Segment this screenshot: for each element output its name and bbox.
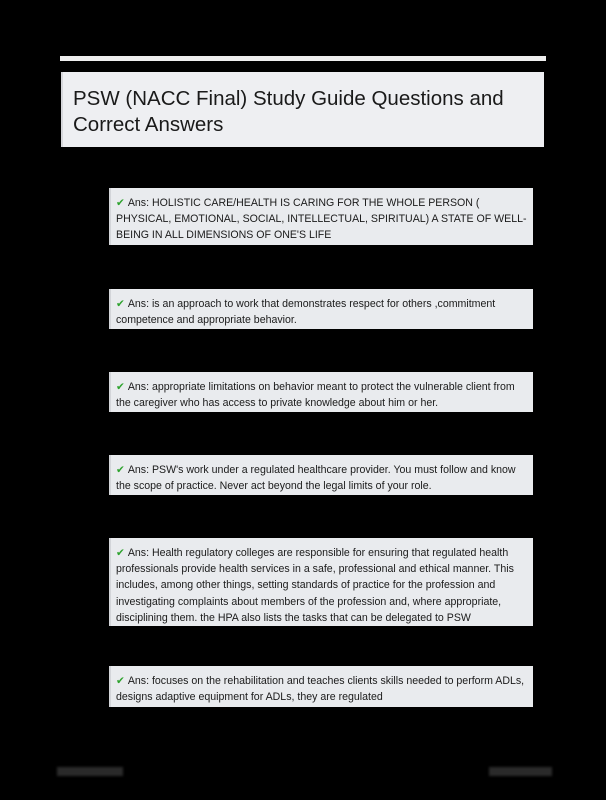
- footer-right-blurred: [489, 767, 552, 776]
- answer-text: Ans: Health regulatory colleges are responsible for ensuring that regulated health professionals provide health services in a safe, professional and ethical manner. This includes, among other things, setting standards of practice for the profession and investigating complaints about members of the profession and, where appropriate, disciplining them. the HPA also lists the tasks that can be delegated to PSW: [116, 547, 514, 624]
- top-rule: [60, 56, 546, 61]
- check-icon: ✔: [116, 547, 125, 559]
- answer-text: Ans: is an approach to work that demonstrates respect for others ,commitment competence and appropriate behavior.: [116, 298, 496, 327]
- answer-card: [109, 372, 533, 412]
- check-icon: ✔: [116, 464, 125, 476]
- check-icon: ✔: [116, 675, 125, 687]
- check-icon: ✔: [116, 298, 125, 310]
- answer-card: [109, 455, 533, 495]
- answer-text: Ans: focuses on the rehabilitation and teaches clients skills needed to perform ADLs, designs adaptive equipment for ADLs, they are regulated: [116, 675, 525, 704]
- answer-text: Ans: PSW's work under a regulated healthcare provider. You must follow and know the scope of practice. Never act beyond the legal limits of your role.: [116, 464, 516, 493]
- page-title: PSW (NACC Final) Study Guide Questions and Correct Answers: [73, 87, 504, 136]
- answer-card: [109, 188, 533, 245]
- check-icon: ✔: [116, 197, 125, 209]
- answer-card: [109, 538, 533, 626]
- title-box: [61, 72, 544, 147]
- answer-card: [109, 666, 533, 707]
- footer-left-blurred: [57, 767, 123, 776]
- answer-text: Ans: HOLISTIC CARE/HEALTH IS CARING FOR THE WHOLE PERSON ( PHYSICAL, EMOTIONAL, SOCIAL, INTELLECTUAL, SPIRITUAL) A STATE OF WELL-BEING IN ALL DIMENSIONS OF ONE'S LIFE: [116, 197, 527, 242]
- answer-card: [109, 289, 533, 329]
- answer-text: Ans: appropriate limitations on behavior meant to protect the vulnerable client from the caregiver who has access to private knowledge about him or her.: [116, 381, 515, 410]
- check-icon: ✔: [116, 381, 125, 393]
